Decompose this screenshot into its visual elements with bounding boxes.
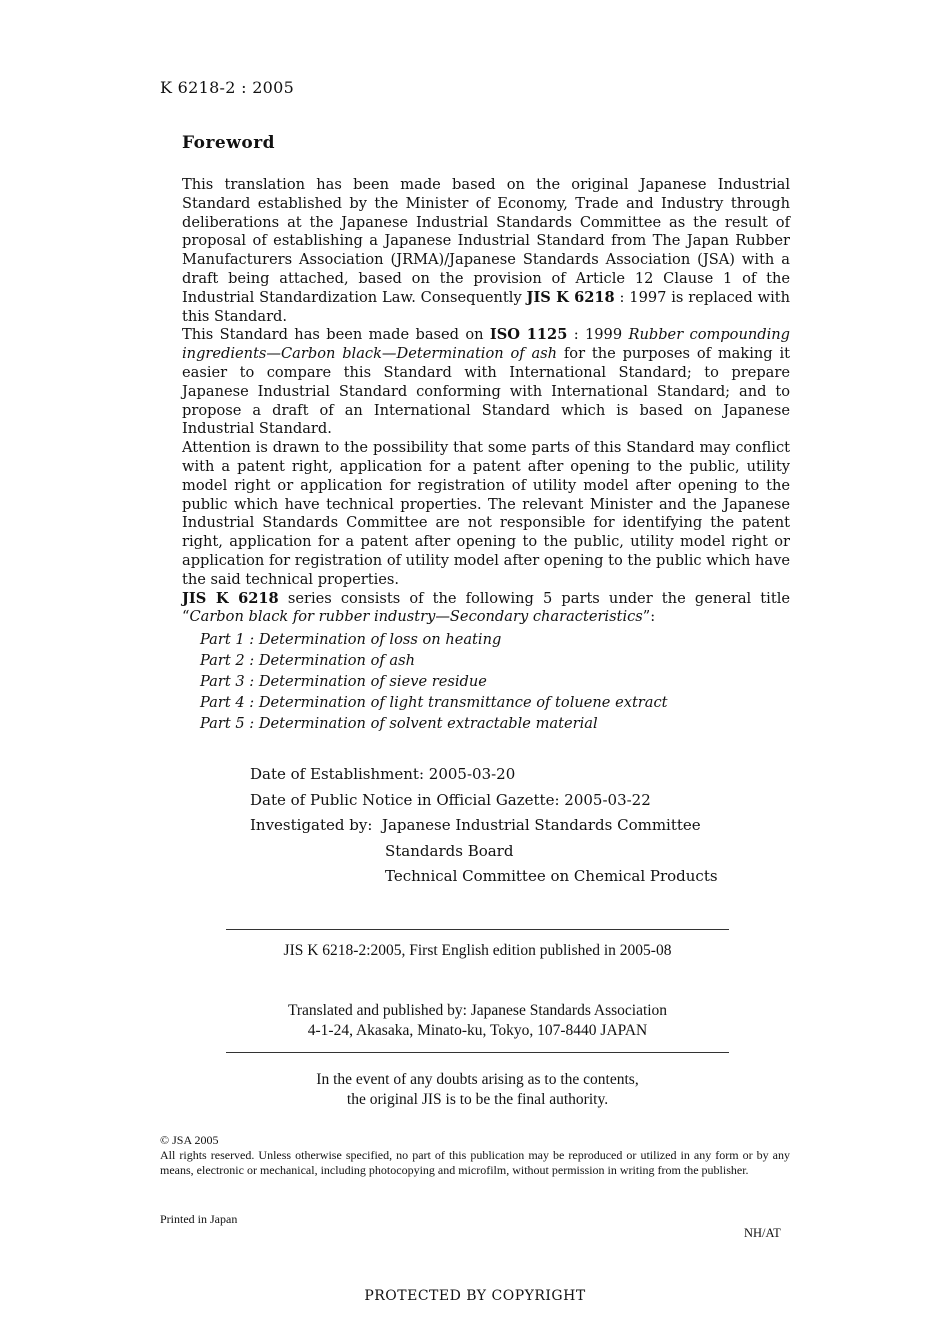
- parts-list: [200, 629, 790, 734]
- investigated-line: Standards Board: [385, 841, 514, 860]
- publisher-block: [226, 1001, 729, 1041]
- authority-note: [226, 1070, 729, 1110]
- paragraph-3: Attention is drawn to the possibility that some parts of this Standard may conflict with a patent right, application for a patent after opening to the public, utility model right or application for registration of utility model after opening to the public which have technical properties. The relevant Minister and the Japanese Industrial Standards Committee are not responsible for identifying the patent right, application for a patent after opening to the public, utility model right or application for registration of utility model after opening to the public which have the said technical properties.: [182, 439, 790, 588]
- dates-block: [250, 762, 718, 890]
- foreword-body: [182, 176, 790, 734]
- paragraph-2: [182, 326, 790, 439]
- list-item: Part 2 : Determination of ash: [200, 652, 416, 670]
- establishment-date: Date of Establishment: 2005-03-20: [250, 765, 516, 783]
- p2-year: : 1999: [567, 326, 629, 344]
- list-item: Part 4 : Determination of light transmittance of toluene extract: [200, 694, 668, 712]
- publisher-line: Translated and published by: Japanese Standards Association: [287, 1002, 668, 1019]
- initials: NH/AT: [744, 1226, 781, 1240]
- edition-note: JIS K 6218-2:2005, First English edition published in 2005-08: [283, 942, 672, 959]
- investigated-label: Investigated by:: [250, 816, 373, 834]
- p1-text: This translation has been made based on the original Japanese Industrial Standard established by the Minister of Economy, Trade and Industry through deliberations at the Japanese Industrial Standards Committee as the result of proposal of establishing a Japanese Industrial Standard from The Japan Rubber Manufacturers Association (JRMA)/Japanese Standards Association (JSA) with a draft being attached, based on the provision of Article 12 Clause 1 of the Industrial Standardization Law. Consequently: [182, 176, 790, 306]
- printed-in: Printed in Japan: [160, 1212, 238, 1226]
- p2-iso-ref: ISO 1125: [489, 326, 568, 344]
- authority-line: In the event of any doubts arising as to the contents,: [316, 1071, 639, 1088]
- protected-notice: PROTECTED BY COPYRIGHT: [364, 1288, 586, 1304]
- publisher-address: 4-1-24, Akasaka, Minato-ku, Tokyo, 107-8440 JAPAN: [307, 1022, 648, 1039]
- list-item: Part 5 : Determination of solvent extractable material: [200, 715, 598, 733]
- section-title: Foreword: [182, 133, 276, 153]
- p4-text: series consists of the following 5 parts under the general title “: [182, 589, 791, 626]
- paragraph-4: [182, 590, 790, 628]
- public-notice-date: Date of Public Notice in Official Gazette: 2005-03-22: [250, 790, 651, 809]
- copyright-block: [160, 1133, 790, 1178]
- list-item: Part 3 : Determination of sieve residue: [200, 673, 487, 691]
- p4-text-end: ”:: [642, 608, 656, 626]
- investigated-line: Japanese Industrial Standards Committee: [381, 816, 701, 834]
- p1-std-ref: JIS K 6218: [526, 288, 615, 306]
- divider: [226, 929, 729, 930]
- list-item: Part 1 : Determination of loss on heating: [200, 631, 502, 649]
- investigated-row: [250, 813, 718, 839]
- p4-series-title: Carbon black for rubber industry—Secondary characteristics: [189, 608, 643, 626]
- document-id: K 6218-2 : 2005: [160, 78, 295, 97]
- p1-text-end: : 1997 is replaced with this Standard.: [182, 288, 790, 325]
- copyright-line: © JSA 2005: [160, 1133, 219, 1147]
- p2-text: This Standard has been made based on: [182, 326, 490, 344]
- p2-iso-title: Rubber compounding ingredients—Carbon black—Determination of ash: [182, 326, 790, 363]
- paragraph-1: [182, 176, 790, 326]
- divider: [226, 1052, 729, 1053]
- copyright-text: All rights reserved. Unless otherwise specified, no part of this publication may be reproduced or utilized in any form or by any means, electronic or mechanical, including photocopying and microfilm, without permission in writing from the publisher.: [160, 1148, 790, 1177]
- p4-std-ref: JIS K 6218: [182, 589, 279, 607]
- p2-text-end: for the purposes of making it easier to compare this Standard with International Standard; to prepare Japanese Industrial Standard conforming with International Standard; and to propose a draft of an International Standard which is based on Japanese Industrial Standard.: [182, 345, 790, 438]
- authority-line: the original JIS is to be the final authority.: [346, 1091, 609, 1108]
- investigated-line: Technical Committee on Chemical Products: [385, 867, 718, 885]
